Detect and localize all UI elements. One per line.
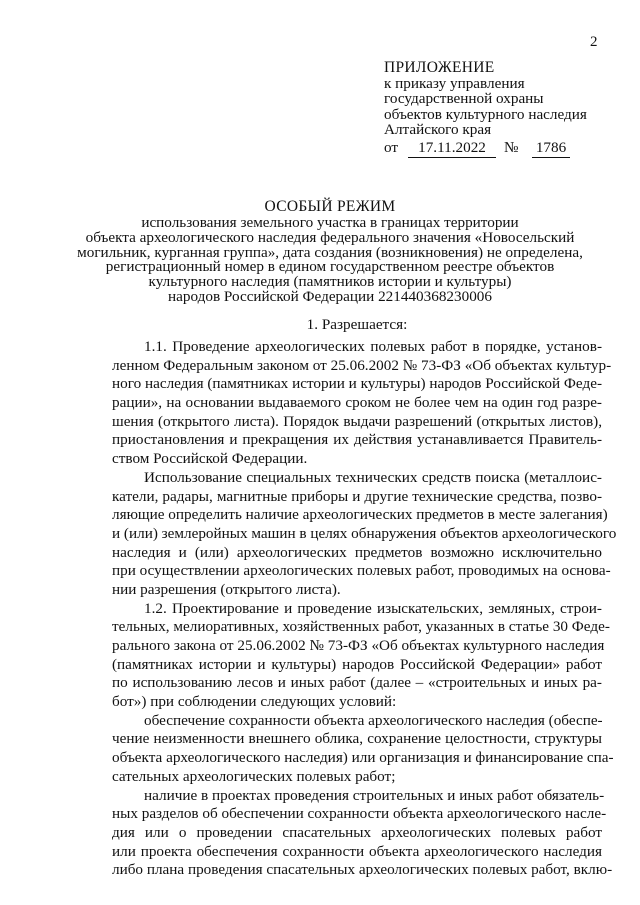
paragraph — [112, 468, 617, 600]
paragraph-line: ленном Федеральным законом от 25.06.2002 № 73-ФЗ «Об объектах культур- — [112, 356, 612, 374]
paragraph-line: шения (открытого листа). Порядок выдачи разрешений (открытых листов), — [112, 412, 602, 430]
paragraph-line: ного наследия (памятниках истории и культуры) народов Российской Феде- — [112, 375, 602, 393]
paragraph-line: при осуществлении археологических полевых работ, проводимых на основа- — [112, 562, 611, 580]
paragraph-line: приостановления и прекращения их действия устанавливается Правитель- — [112, 431, 602, 449]
paragraph — [112, 786, 613, 880]
order-date: 17.11.2022 — [408, 140, 496, 158]
paragraph-line: рации», на основании выдаваемого сроком не более чем на один год разре- — [112, 394, 602, 412]
paragraph-line: наследия и (или) археологических предметов возможно исключительно — [112, 543, 602, 561]
paragraph-line: тельных, мелиоративных, хозяйственных работ, указанных в статье 30 Феде- — [112, 618, 610, 636]
paragraph-line: сательных археологических полевых работ; — [112, 767, 396, 785]
paragraph-line: 1.2. Проектирование и проведение изыскательских, земляных, строи- — [144, 599, 602, 617]
appendix-heading: ПРИЛОЖЕНИЕ — [384, 59, 495, 76]
paragraph-line: обеспечение сохранности объекта археологического наследия (обеспе- — [144, 711, 603, 729]
page-number: 2 — [590, 34, 598, 50]
paragraph-line: Использование специальных технических средств поиска (металлоис- — [144, 468, 602, 486]
order-from-label: от — [384, 138, 399, 156]
order-number: 1786 — [532, 140, 570, 158]
paragraph-line: и (или) землеройных машин в целях обнаружения объектов археологического — [112, 524, 617, 542]
appendix-line: Алтайского края — [384, 121, 492, 139]
paragraph — [112, 711, 614, 787]
paragraph — [112, 599, 610, 712]
paragraph-line: ляющие определить наличие археологических предметов в месте залегания) — [112, 506, 608, 524]
paragraph-line: ством Российской Федерации. — [112, 450, 308, 468]
appendix-block — [384, 60, 634, 160]
paragraph-line: (памятниках истории и культуры) народов Российской Федерации» работ — [112, 655, 602, 673]
section-heading: 1. Разрешается: — [306, 316, 408, 333]
document-subtitle-line: регистрационный номер в едином государственном реестре объектов — [105, 258, 555, 276]
paragraph-line: либо плана проведения спасательных археологических полевых работ, вклю- — [112, 861, 613, 879]
paragraph-line: объекта археологического наследия) или организация и финансирование спа- — [112, 749, 614, 767]
paragraph-line: наличие в проектах проведения строительных и иных работ обязатель- — [144, 786, 605, 804]
appendix-line: объектов культурного наследия — [384, 105, 587, 123]
paragraph-line: по использованию лесов и иных работ (далее – «строительных и иных ра- — [112, 674, 602, 692]
document-subtitle-line: объекта археологического наследия федерального значения «Новосельский — [85, 228, 575, 246]
paragraph-line: или проекта обеспечения сохранности объекта археологического наследия — [112, 842, 602, 860]
paragraph-line: рального закона от 25.06.2002 № 73-ФЗ «Об объектах культурного наследия — [112, 637, 605, 654]
paragraph — [112, 338, 612, 469]
appendix-line: к приказу управления — [384, 74, 525, 92]
paragraph-line: ных разделов об обеспечении сохранности объекта археологического насле- — [112, 805, 607, 823]
paragraph-line: бот») при соблюдении следующих условий: — [112, 693, 397, 711]
order-reference — [384, 140, 634, 160]
order-number-label: № — [504, 138, 519, 156]
document-subtitle-line: культурного наследия (памятников истории и культуры) — [148, 273, 512, 291]
document-title: ОСОБЫЙ РЕЖИМ — [264, 198, 396, 215]
paragraph-line: дия или о проведении спасательных археологических полевых работ — [112, 823, 602, 841]
paragraph-line: нии разрешения (открытого листа). — [112, 580, 341, 598]
document-title-block — [60, 197, 600, 305]
document-subtitle-line: народов Российской Федерации 221440368230006 — [168, 287, 492, 305]
document-subtitle-line: использования земельного участка в границах территории — [141, 214, 519, 231]
paragraph-line: катели, радары, магнитные приборы и другие технические средства, позво- — [112, 487, 602, 505]
document-body — [112, 316, 617, 880]
section-paragraphs — [112, 338, 617, 880]
appendix-line: государственной охраны — [384, 90, 544, 108]
document-subtitle-line: могильник, курганная группа», дата создания (возникновения) не определена, — [77, 243, 583, 261]
paragraph-line: чение неизменности внешнего облика, сохранение целостности, структуры — [112, 730, 602, 748]
paragraph-line: 1.1. Проведение археологических полевых работ в порядке, установ- — [144, 338, 602, 355]
